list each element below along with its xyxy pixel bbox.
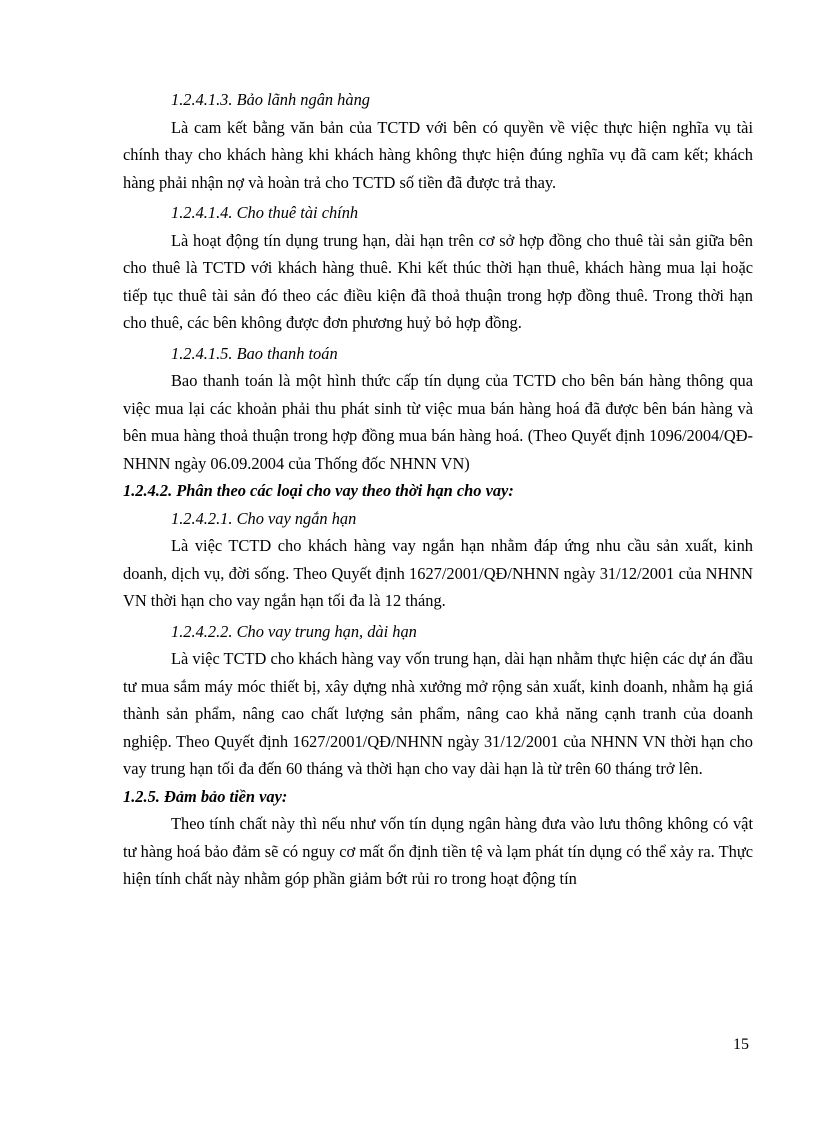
paragraph-cho-thue: Là hoạt động tín dụng trung hạn, dài hạn trên cơ sở hợp đồng cho thuê tài sản giữa bên cho thuê là TCTD với khách hàng thuê. Khi kết thúc thời hạn thuê, khách hàng mua lại hoặc tiếp tục thuê tài sản đó theo các điều kiện đã thoả thuận trong hợp đồng thuê. Trong thời hạn cho thuê, các bên không được đơn phương huỷ bỏ hợp đồng.: [123, 230, 753, 332]
paragraph-bao-lanh: Là cam kết bằng văn bản của TCTD với bên có quyền về việc thực hiện nghĩa vụ tài chính thay cho khách hàng khi khách hàng không thực hiện đúng nghĩa vụ đã cam kết; khách hàng phải nhận nợ và hoàn trả cho TCTD số tiền đã được trả thay.: [123, 117, 753, 192]
subheading-bao-lanh: 1.2.4.1.3. Bảo lãnh ngân hàng: [171, 90, 370, 109]
paragraph-dam-bao: Theo tính chất này thì nếu như vốn tín dụng ngân hàng đưa vào lưu thông không có vật tư hàng hoá bảo đảm sẽ có nguy cơ mất ổn định tiền tệ và lạm phát tín dụng có thể xảy ra. Thực hiện tính chất này nhằm góp phần giảm bớt rủi ro trong hoạt động tín: [123, 814, 753, 888]
document-page: [123, 86, 753, 893]
section-heading-dam-bao: 1.2.5. Đảm bảo tiền vay:: [123, 786, 288, 806]
subheading-trung-dai-han: 1.2.4.2.2. Cho vay trung hạn, dài hạn: [171, 621, 417, 641]
paragraph-bao-thanh-toan: Bao thanh toán là một hình thức cấp tín dụng của TCTD cho bên bán hàng thông qua việc mua lại các khoản phải thu phát sinh từ việc mua bán hàng hoá đã được bên bán hàng và bên mua hàng thoả thuận trong hợp đồng mua bán hàng hoá. (Theo Quyết định 1096/2004/QĐ-NHNN ngày 06.09.2004 của Thống đốc NHNN VN): [123, 371, 753, 473]
paragraph-ngan-han: Là việc TCTD cho khách hàng vay ngắn hạn nhằm đáp ứng nhu cầu sản xuất, kinh doanh, dịch vụ, đời sống. Theo Quyết định 1627/2001/QĐ/NHNN ngày 31/12/2001 của NHNN VN thời hạn cho vay ngắn hạn tối đa là 12 tháng.: [123, 536, 753, 610]
subheading-cho-thue: 1.2.4.1.4. Cho thuê tài chính: [171, 203, 359, 222]
page-number: 15: [733, 1036, 749, 1053]
subheading-ngan-han: 1.2.4.2.1. Cho vay ngắn hạn: [171, 508, 357, 528]
paragraph-trung-dai-han: Là việc TCTD cho khách hàng vay vốn trung hạn, dài hạn nhằm thực hiện các dự án đầu tư mua sắm máy móc thiết bị, xây dựng nhà xưởng mở rộng sản xuất, kinh doanh, nhằm hạ giá thành sản phẩm, nâng cao chất lượng sản phẩm, nâng cao khả năng cạnh tranh của doanh nghiệp. Theo Quyết định 1627/2001/QĐ/NHNN ngày 31/12/2001 của NHNN VN thời hạn cho vay trung hạn tối đa đến 60 tháng và thời hạn cho vay dài hạn là từ trên 60 tháng trở lên.: [123, 649, 753, 778]
subheading-bao-thanh-toan: 1.2.4.1.5. Bao thanh toán: [171, 343, 338, 363]
section-heading-thoi-han: 1.2.4.2. Phân theo các loại cho vay theo thời hạn cho vay:: [123, 481, 514, 500]
